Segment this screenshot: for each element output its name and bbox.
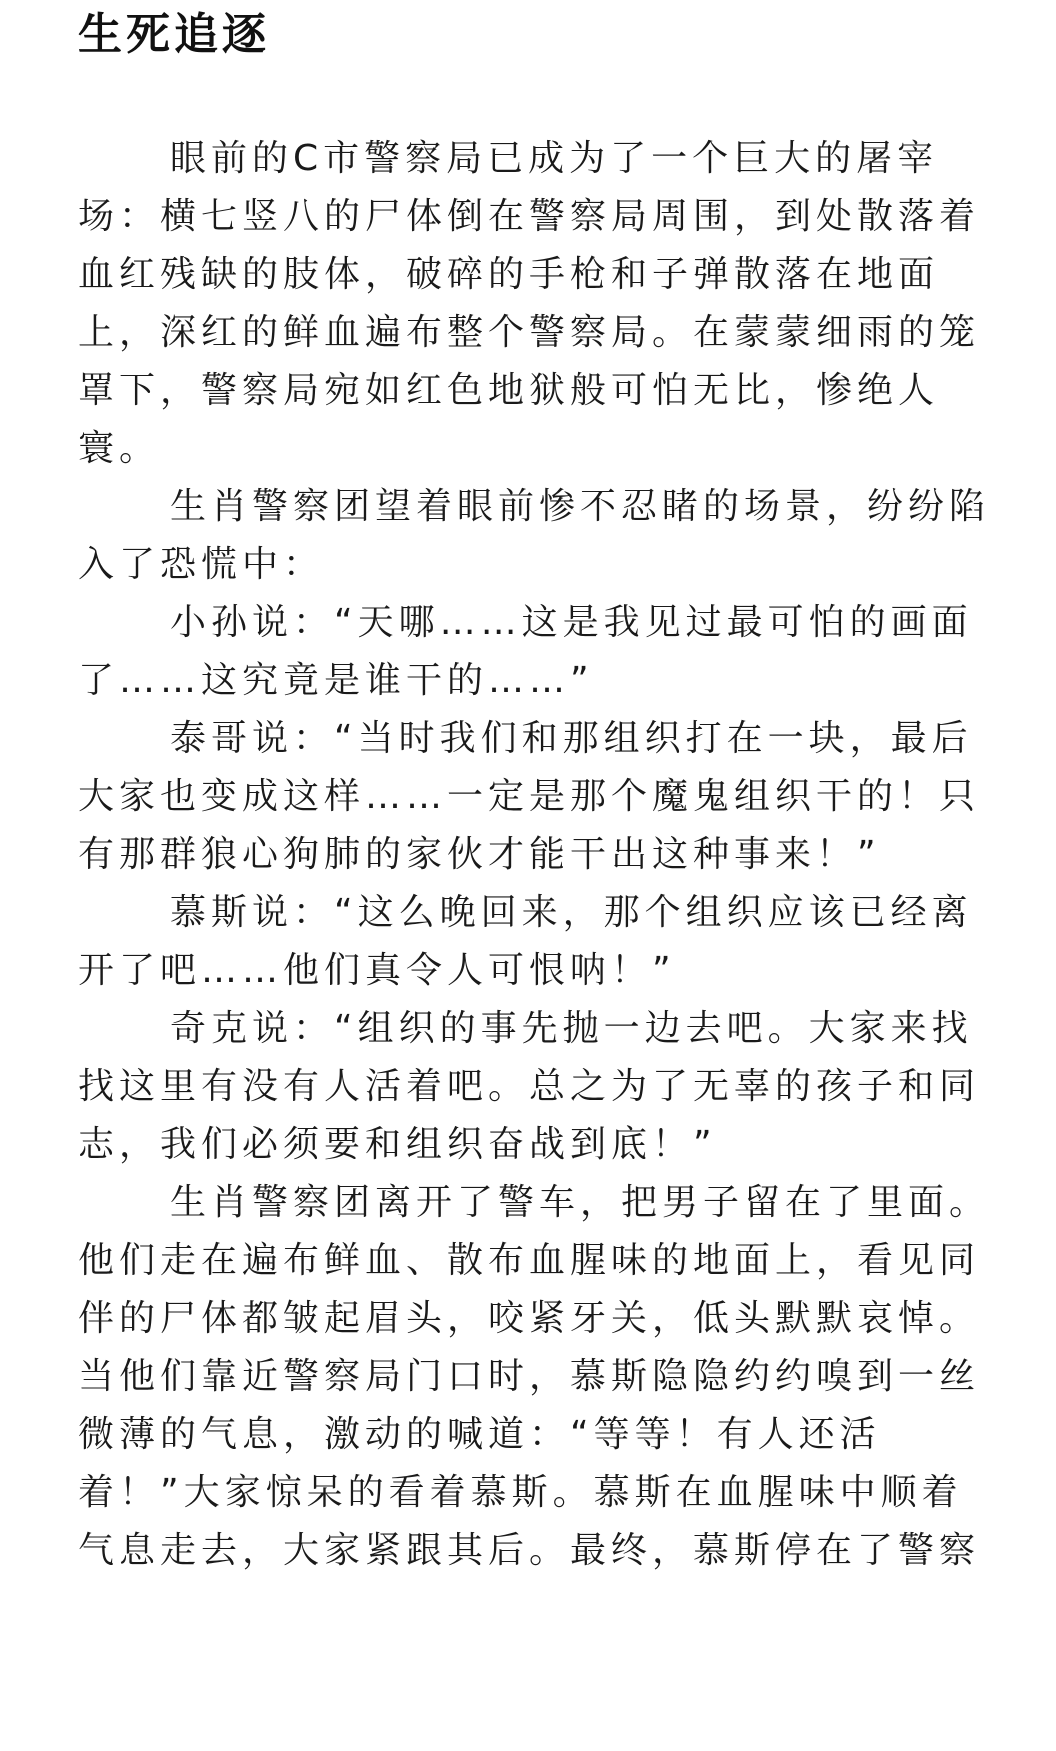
paragraph: 生肖警察团离开了警车，把男子留在了里面。他们走在遍布鲜血、散布血腥味的地面上，看见同伴的尸体都皱起眉头，咬紧牙关，低头默默哀悼。当他们靠近警察局门口时，慕斯隐隐约约嗅到一丝微薄的气息，激动的喊道：“等等！有人还活着！”大家惊呆的看着慕斯。慕斯在血腥味中顺着气息走去，大家紧跟其后。最终，慕斯停在了警察 [78,1182,991,1571]
paragraph: 小孙说：“天哪……这是我见过最可怕的画面了……这究竟是谁干的……” [78,602,973,701]
paragraph: 奇克说：“组织的事先抛一边去吧。大家来找找这里有没有人活着吧。总之为了无辜的孩子和同志，我们必须要和组织奋战到底！” [78,1008,981,1165]
paragraph: 生肖警察团望着眼前惨不忍睹的场景，纷纷陷入了恐慌中： [78,486,991,585]
paragraph: 慕斯说：“这么晚回来，那个组织应该已经离开了吧……他们真令人可恨呐！” [78,892,973,991]
paragraph: 泰哥说：“当时我们和那组织打在一块，最后大家也变成这样……一定是那个魔鬼组织干的！只有那群狼心狗肺的家伙才能干出这种事来！” [78,718,981,875]
document-title: 生死追逐 [78,9,270,60]
paragraph: 眼前的C市警察局已成为了一个巨大的屠宰场：横七竖八的尸体倒在警察局周围，到处散落着血红残缺的肢体，破碎的手枪和子弹散落在地面上，深红的鲜血遍布整个警察局。在蒙蒙细雨的笼罩下，警察局宛如红色地狱般可怕无比，惨绝人寰。 [78,138,981,469]
document-body [78,130,996,1580]
